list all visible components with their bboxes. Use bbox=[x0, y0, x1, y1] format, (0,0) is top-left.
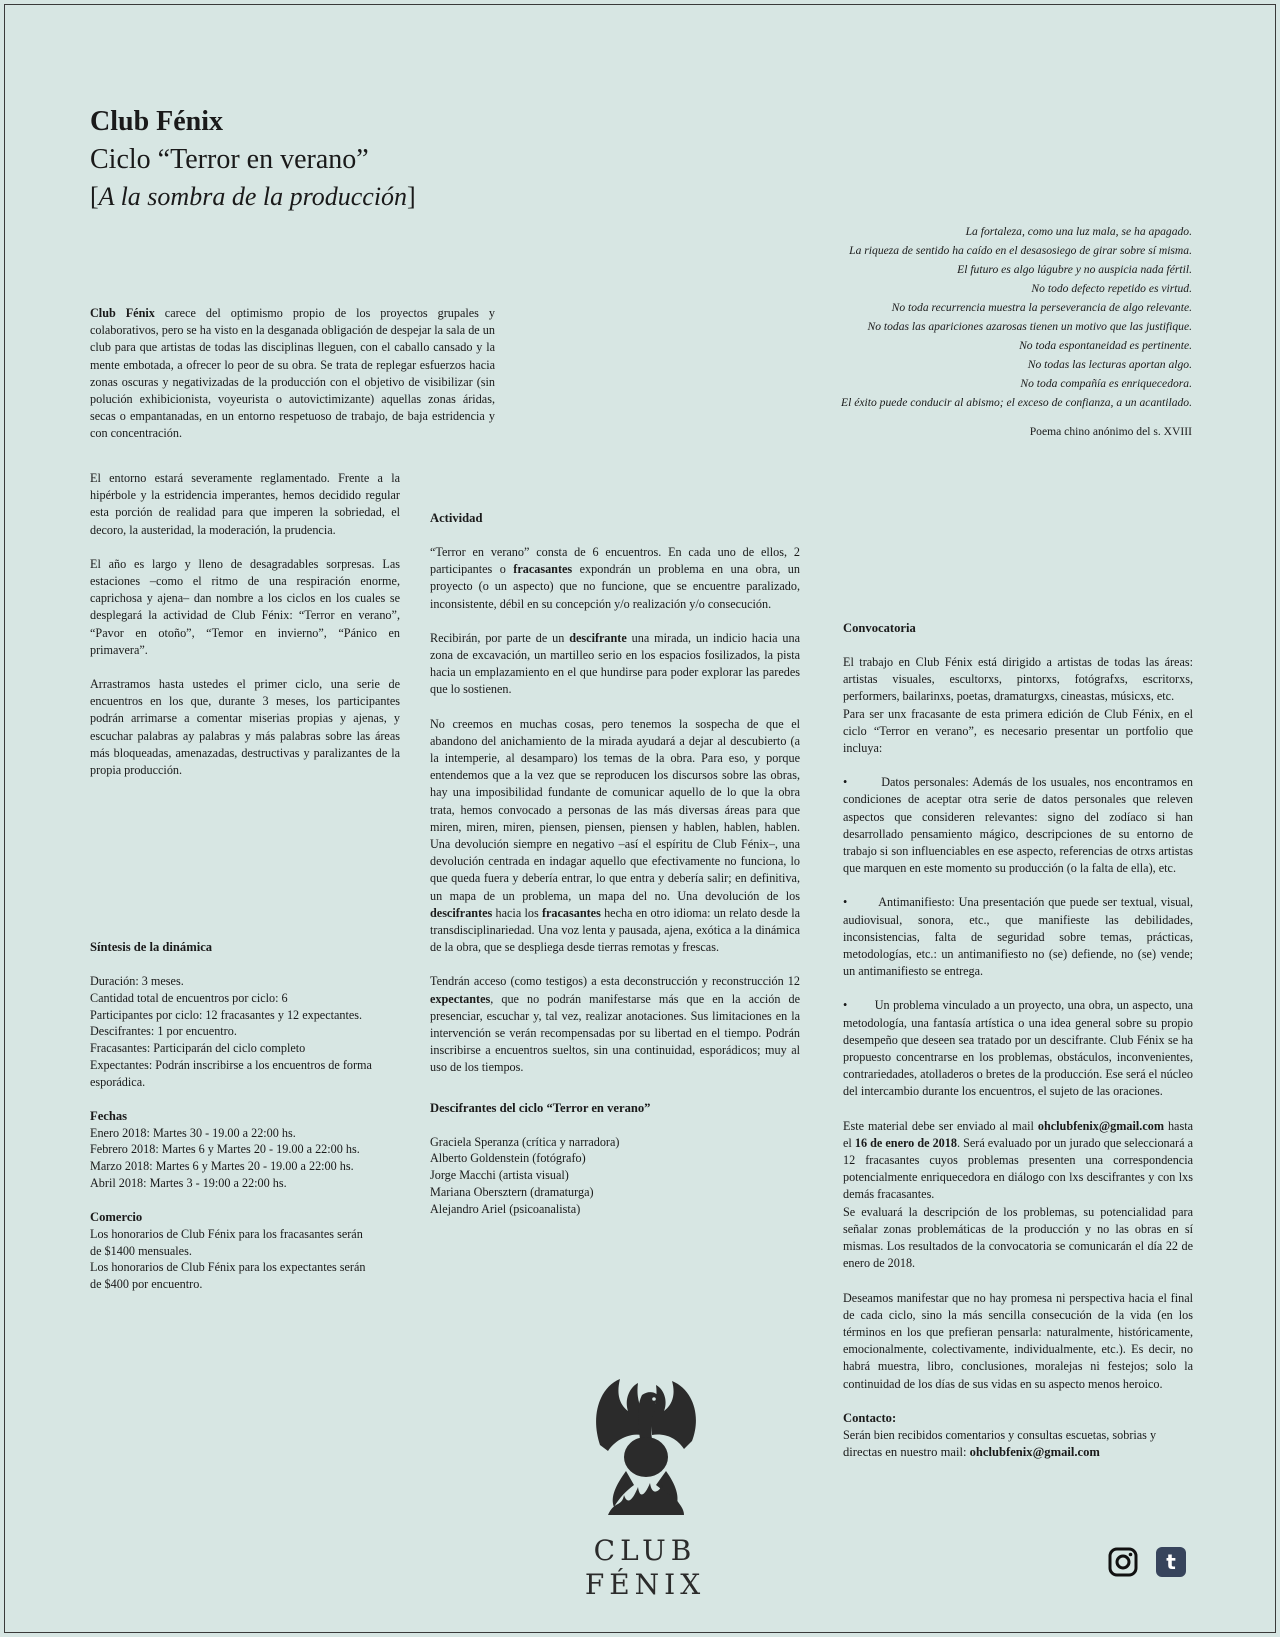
poem-line: El éxito puede conducir al abismo; el exceso de confianza, a un acantilado. bbox=[841, 396, 1192, 409]
actividad-p4: Tendrán acceso (como testigos) a esta deconstrucción y reconstrucción 12 expectantes, que no podrán manifestarse más que en la acción de presenciar, escuchar y, tal vez, realizar anotaciones. Sus limitaciones en la intervención se verán recompensadas por su libertad en el tiempo. Podrán inscribirse a encuentros sueltos, sin una continuidad, esporádicos; muy al uso de los tiempos. bbox=[430, 974, 800, 1075]
fecha-item: Enero 2018: Martes 30 - 19.00 a 22:00 hs. bbox=[90, 1125, 296, 1140]
sintesis-item: esporádica. bbox=[90, 1074, 146, 1089]
descifrante-name: Jorge Macchi (artista visual) bbox=[430, 1168, 569, 1183]
descifrantes-list bbox=[430, 1134, 800, 1218]
sintesis-item: Participantes por ciclo: 12 fracasantes y 12 expectantes. bbox=[90, 1007, 363, 1022]
comercio-heading: Comercio bbox=[90, 1209, 143, 1224]
contacto-heading: Contacto: bbox=[843, 1410, 897, 1425]
intro-paragraph: Club Fénix carece del optimismo propio de los proyectos grupales y colaborativos, pero se ha visto en la desganada obligación de despejar la sala de un club para que artistas de todas las disciplinas lleguen, con el caballo cansado y la mente embotada, a ofrecer lo peor de su obra. Se trata de replegar esfuerzos hacia zonas oscuras y negativizadas de la producción con el objetivo de visibilizar (sin polución exhibicionista, voyeurista o autovictimizante) aquellas zonas áridas, secas o empantanadas, en un entorno respetuoso de trabajo, de baja estridencia y con concentración. bbox=[90, 306, 495, 441]
convocatoria-bullet-antimanifiesto: • Antimanifiesto: Una presentación que puede ser textual, visual, audiovisual, sonora, etc., que manifieste las debilidades, inconsistencias, falta de seguridad sobre temas, prácticas, metodologías, etc.: un antimanifiesto no (se) defiende, no (se) vende; un antimanifiesto se entrega. bbox=[843, 895, 1194, 979]
instagram-icon[interactable] bbox=[1108, 1547, 1138, 1577]
poem-lines bbox=[700, 222, 1192, 412]
logo-text-club: CLUB bbox=[593, 1534, 697, 1567]
sintesis-item: Cantidad total de encuentros por ciclo: 6 bbox=[90, 990, 288, 1005]
sintesis-list bbox=[90, 973, 410, 1091]
sintesis-item: Fracasantes: Participarán del ciclo completo bbox=[90, 1041, 306, 1056]
tumblr-letter: t bbox=[1166, 1550, 1176, 1574]
descifrante-name: Alejandro Ariel (psicoanalista) bbox=[430, 1201, 581, 1216]
actividad-p1: “Terror en verano” consta de 6 encuentros. En cada uno de ellos, 2 participantes o fracasantes expondrán un problema en una obra, un proyecto (o un aspecto) que no funcione, que se encuentre paralizado, inconsistente, débil en su concepción y/o realización y/o consecución. bbox=[430, 545, 800, 611]
comercio-list bbox=[90, 1226, 410, 1293]
comercio-item: Los honorarios de Club Fénix para los expectantes serán bbox=[90, 1260, 366, 1275]
comercio-item: Los honorarios de Club Fénix para los fracasantes serán bbox=[90, 1226, 363, 1241]
convocatoria-p4: Se evaluará la descripción de los problemas, su potencialidad para señalar zonas problemáticas de la producción y no las obras en sí mismas. Los resultados de la convocatoria se comunicarán el día 22 de enero de 2018. bbox=[843, 1204, 1193, 1271]
contacto-line1: Serán bien recibidos comentarios y consultas escuetas, sobrias y bbox=[843, 1427, 1157, 1442]
page-tagline: [A la sombra de la producción] bbox=[90, 182, 416, 211]
actividad-column bbox=[430, 510, 800, 1218]
convocatoria-bullet-problema: • Un problema vinculado a un proyecto, una obra, un aspecto, una metodología, una fantasía artística o una idea general sobre su propio desempeño que deseen sea tratado por un descifrante. Club Fénix se ha propuesto concentrarse en los problemas, obstáculos, inconvenientes, contrariedades, atolladeros o bretes de la producción. Ese será el núcleo del intercambio durante los encuentros, el sujeto de las oraciones. bbox=[843, 998, 1194, 1099]
convocatoria-p2: Para ser unx fracasante de esta primera edición de Club Fénix, en el ciclo “Terror en verano”, es necesario presentar un portfolio que incluya: bbox=[843, 706, 1193, 756]
page-title: Club Fénix bbox=[90, 106, 224, 137]
club-fenix-logo bbox=[580, 1375, 710, 1602]
poem-line: La riqueza de sentido ha caído en el desasosiego de girar sobre sí misma. bbox=[849, 244, 1192, 257]
fecha-item: Febrero 2018: Martes 6 y Martes 20 - 19.00 a 22:00 hs. bbox=[90, 1142, 360, 1157]
page-subtitle: Ciclo “Terror en verano” bbox=[90, 144, 369, 175]
descifrante-name: Graciela Speranza (crítica y narradora) bbox=[430, 1134, 620, 1149]
sintesis-item: Descifrantes: 1 por encuentro. bbox=[90, 1024, 237, 1039]
sintesis-item: Expectantes: Podrán inscribirse a los encuentros de forma bbox=[90, 1057, 372, 1072]
convocatoria-p1: El trabajo en Club Fénix está dirigido a artistas de todas las áreas: artistas visuales, escultorxs, pintorxs, fotógrafxs, escritorxs, performers, bailarinxs, poetas, dramaturgxs, cineastas, músicxs, etc. bbox=[843, 655, 1193, 704]
fechas-list bbox=[90, 1125, 410, 1192]
poem-line: No todas las apariciones azarosas tienen un motivo que las justifique. bbox=[867, 320, 1192, 333]
header bbox=[90, 106, 590, 212]
comercio-item: de $400 por encuentro. bbox=[90, 1277, 203, 1292]
tumblr-icon[interactable] bbox=[1156, 1547, 1186, 1577]
poem-line: No toda espontaneidad es pertinente. bbox=[1019, 339, 1192, 352]
poem-line: El futuro es algo lúgubre y no auspicia nada fértil. bbox=[957, 263, 1192, 276]
poem-line: No toda compañía es enriquecedora. bbox=[1020, 377, 1192, 390]
comercio-item: de $1400 mensuales. bbox=[90, 1243, 192, 1258]
convocatoria-column bbox=[843, 620, 1193, 1460]
convocatoria-p3: Este material debe ser enviado al mail ohclubfenix@gmail.com hasta el 16 de enero de 2018. Será evaluado por un jurado que seleccionará a 12 fracasantes cuyos problemas presenten una correspondencia potencialmente enriquecedora en diálogo con lxs descifrantes y con lxs demás fracasantes. bbox=[843, 1118, 1194, 1202]
poem-line: No todas las lecturas aportan algo. bbox=[1027, 358, 1192, 371]
instagram-glyph-icon bbox=[1108, 1547, 1138, 1577]
left-column bbox=[90, 470, 400, 796]
convocatoria-heading: Convocatoria bbox=[843, 621, 916, 635]
left-lower-column bbox=[90, 939, 410, 1293]
convocatoria-bullet-datos: • Datos personales: Además de los usuales, nos encontramos en condiciones de aceptar otra serie de datos personales que releven aspectos que consideren relevantes: signo del zodíaco si han desarrollado pensamiento mágico, descripciones de su entorno de trabajo si son influenciables en ese aspecto, referencias de otrxs artistas que marquen en este momento su producción (o la falta de ella), etc. bbox=[843, 775, 1193, 876]
poem-line: La fortaleza, como una luz mala, se ha apagado. bbox=[965, 225, 1192, 238]
convocatoria-email[interactable]: ohclubfenix@gmail.com bbox=[1037, 1118, 1164, 1133]
paragraph-entorno: El entorno estará severamente reglamentado. Frente a la hipérbole y la estridencia imperantes, hemos decidido regular esta porción de realidad para que imperen la sobriedad, el decoro, la austeridad, la moderación, la prudencia. bbox=[90, 471, 400, 537]
paragraph-primer-ciclo: Arrastramos hasta ustedes el primer ciclo, una serie de encuentros en los que, durante 3 meses, los participantes podrán arrimarse a comentar miserias propias y ajenas, y escuchar palabras ay palabras y más palabras sobre las áreas más bloqueadas, amenazadas, destructivas y paralizantes de la propia producción. bbox=[90, 677, 400, 778]
logo-text-fenix: FÉNIX bbox=[584, 1568, 706, 1601]
epigraph-poem bbox=[700, 222, 1192, 438]
sintesis-item: Duración: 3 meses. bbox=[90, 974, 184, 988]
contacto-email[interactable]: ohclubfenix@gmail.com bbox=[969, 1444, 1100, 1459]
actividad-p3: No creemos en muchas cosas, pero tenemos la sospecha de que el abandono del anichamiento de la mirada ayudará a dejar al descubierto (a la intemperie, al desamparo) los temas de la obra. Para eso, y porque entendemos que a la vez que se reproducen los discursos sobre las obras, hay una imposibilidad fundante de comunicar aquello de lo que la obra trata, hemos convocado a personas de las más diversas áreas para que miren, miren, miren, piensen, piensen, piensen y hablen, hablen, hablen. Una devolución siempre en negativo –así el espíritu de Club Fénix–, una devolución centrada en indagar aquello que efectivamente no funciona, lo que queda fuera y debería entrar, lo que entra y debería salir; en definitiva, un mapa de un problema, un mapa del no. Una devolución de los descifrantes hacia los fracasantes hecha en otro idioma: un relato desde la transdisciplinariedad. Una voz lenta y pausada, ajena, exótica a la dinámica de la obra, que se despliega desde tierras remotas y frescas. bbox=[430, 716, 800, 955]
descifrantes-heading: Descifrantes del ciclo “Terror en verano” bbox=[430, 1100, 651, 1115]
convocatoria-p5: Deseamos manifestar que no hay promesa ni perspectiva hacia el final de cada ciclo, sino la más sencilla consecución de la vida (en los términos en los que prefieran pensarla: naturalmente, históricamente, emocionalmente, colectivamente, individualmente, etc.). Es decir, no habrá muestra, libro, conclusiones, moralejas ni festejos; solo la continuidad de los días de sus vidas en su aspecto menos heroico. bbox=[843, 1290, 1193, 1391]
poem-line: No todo defecto repetido es virtud. bbox=[1031, 282, 1192, 295]
poem-line: No toda recurrencia muestra la perseverancia de algo relevante. bbox=[891, 301, 1192, 314]
poem-source: Poema chino anónimo del s. XVIII bbox=[1029, 425, 1192, 438]
social-links bbox=[1108, 1547, 1186, 1577]
fecha-item: Abril 2018: Martes 3 - 19:00 a 22:00 hs. bbox=[90, 1175, 287, 1190]
phoenix-emblem-icon bbox=[580, 1375, 710, 1525]
descifrante-name: Alberto Goldenstein (fotógrafo) bbox=[430, 1151, 586, 1166]
fecha-item: Marzo 2018: Martes 6 y Martes 20 - 19.00 a 22:00 hs. bbox=[90, 1159, 354, 1174]
fechas-heading: Fechas bbox=[90, 1108, 128, 1123]
actividad-p2: Recibirán, por parte de un descifrante una mirada, un indicio hacia una zona de excavación, un martilleo serio en los espacios fosilizados, la pista hacia un emplazamiento en el que hundirse para poder explorar las paredes que lo sostienen. bbox=[430, 630, 801, 697]
contacto-line2: directas en nuestro mail: ohclubfenix@gmail.com bbox=[843, 1444, 1100, 1459]
sintesis-heading: Síntesis de la dinámica bbox=[90, 940, 213, 954]
descifrante-name: Mariana Obersztern (dramaturga) bbox=[430, 1185, 594, 1200]
paragraph-ciclos: El año es largo y lleno de desagradables sorpresas. Las estaciones –como el ritmo de una respiración enorme, caprichosa y ajena– dan nombre a los ciclos en los cuales se desplegará la actividad de Club Fénix: “Terror en verano”, “Pavor en otoño”, “Temor en invierno”, “Pánico en primavera”. bbox=[90, 556, 400, 657]
actividad-heading: Actividad bbox=[430, 511, 483, 525]
